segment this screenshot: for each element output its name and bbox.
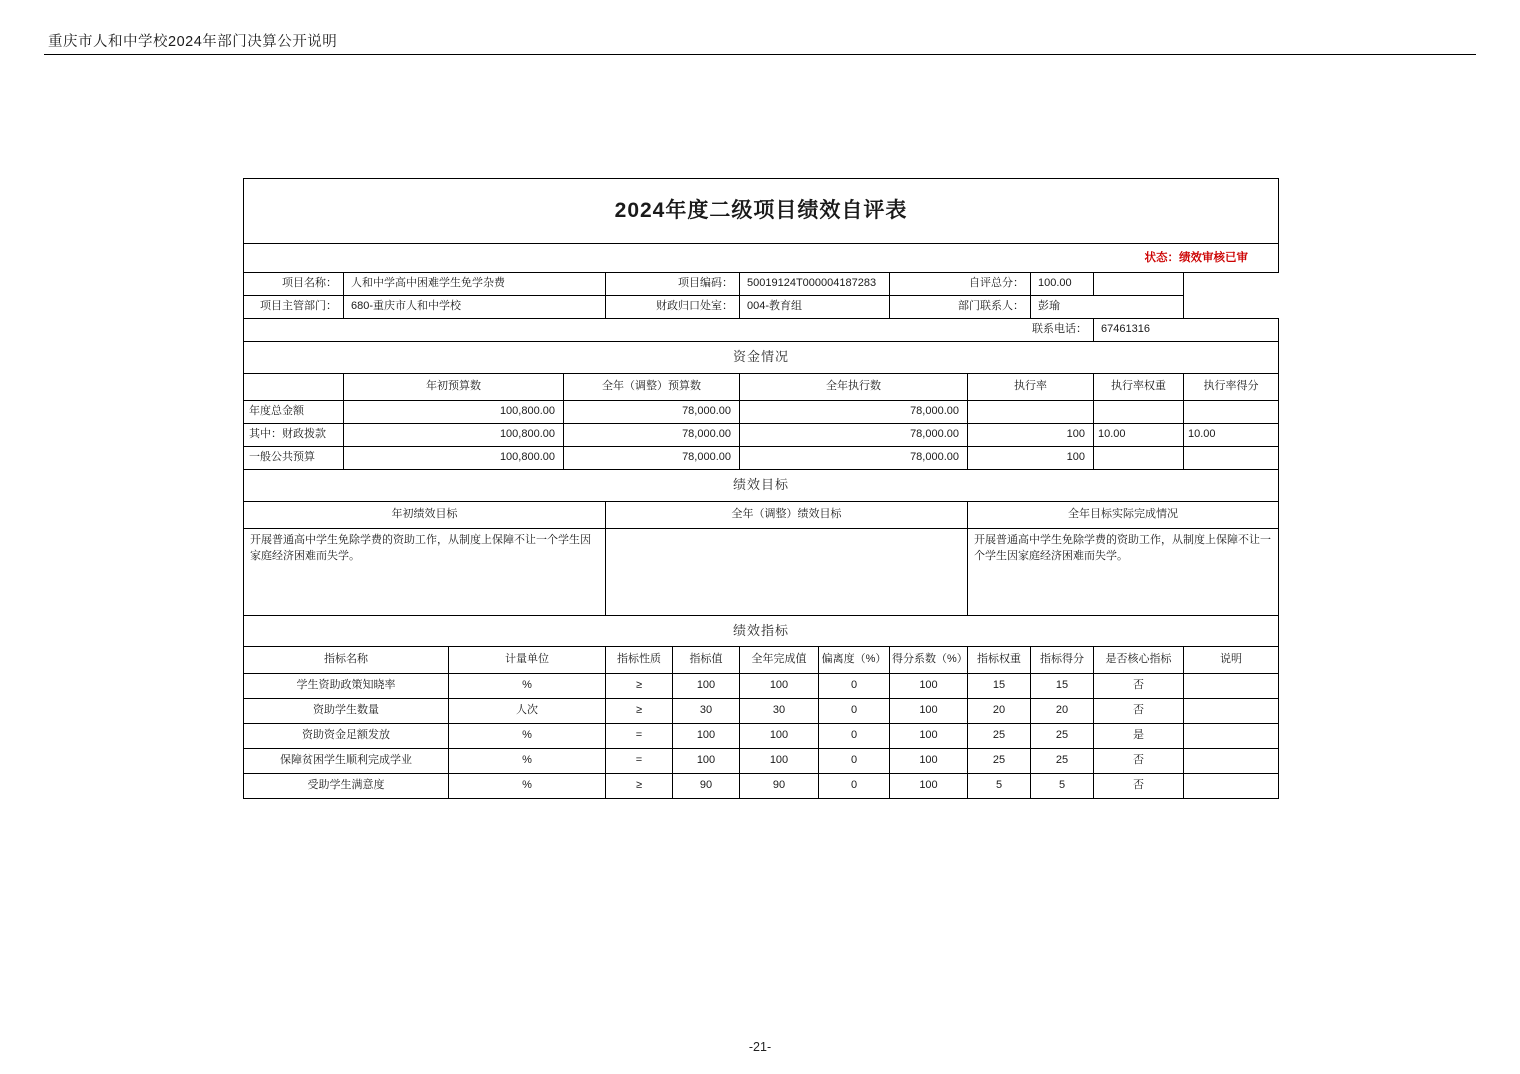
page-number: -21-	[748, 1040, 772, 1054]
funds-row-rate: 100	[968, 423, 1094, 446]
goals-header-actual: 全年目标实际完成情况	[968, 501, 1279, 528]
indicator-coefficient: 100	[890, 774, 968, 799]
goals-adjusted-text	[606, 528, 968, 615]
funds-row-executed: 78,000.00	[740, 423, 968, 446]
funds-row-executed: 78,000.00	[740, 401, 968, 424]
funds-row-weight	[1094, 401, 1184, 424]
indicator-note	[1184, 699, 1279, 724]
indicator-core: 是	[1094, 724, 1184, 749]
funds-row-adjusted-budget: 78,000.00	[564, 401, 740, 424]
indicator-header-core: 是否核心指标	[1094, 647, 1184, 674]
indicator-coefficient: 100	[890, 699, 968, 724]
indicator-note	[1184, 774, 1279, 799]
indicator-coefficient: 100	[890, 674, 968, 699]
funds-row-rate: 100	[968, 446, 1094, 469]
table-row	[244, 724, 1279, 749]
indicator-deviation: 0	[819, 699, 890, 724]
indicator-actual: 100	[740, 674, 819, 699]
project-name-value: 人和中学高中困难学生免学杂费	[344, 273, 606, 296]
funds-header-adjusted-budget: 全年（调整）预算数	[564, 374, 740, 401]
supervising-dept-label: 项目主管部门：	[244, 296, 344, 319]
indicator-header-unit: 计量单位	[449, 647, 606, 674]
indicator-name: 受助学生满意度	[244, 774, 449, 799]
funds-row-adjusted-budget: 78,000.00	[564, 423, 740, 446]
status-badge: 状态：绩效审核已审	[1144, 251, 1248, 264]
goals-header-adjusted: 全年（调整）绩效目标	[606, 501, 968, 528]
funds-row-rate	[968, 401, 1094, 424]
indicator-deviation: 0	[819, 674, 890, 699]
indicator-nature: ≥	[606, 674, 673, 699]
indicator-core: 否	[1094, 674, 1184, 699]
indicator-name: 资助资金足额发放	[244, 724, 449, 749]
indicator-score: 15	[1031, 674, 1094, 699]
indicator-name: 保障贫困学生顺利完成学业	[244, 749, 449, 774]
indicator-actual: 30	[740, 699, 819, 724]
project-code-value: 50019124T000004187283	[740, 273, 890, 296]
funds-header-rate: 执行率	[968, 374, 1094, 401]
indicator-header-name: 指标名称	[244, 647, 449, 674]
self-score-value: 100.00	[1031, 273, 1094, 296]
indicator-target: 100	[673, 724, 740, 749]
status-badge-cell	[244, 244, 1279, 273]
funds-row-begin-budget: 100,800.00	[344, 401, 564, 424]
finance-office-label: 财政归口处室：	[606, 296, 740, 319]
indicator-unit: %	[449, 674, 606, 699]
contact-person-label: 部门联系人：	[890, 296, 1031, 319]
indicator-weight: 25	[968, 749, 1031, 774]
performance-self-evaluation-table	[243, 178, 1278, 799]
indicator-target: 30	[673, 699, 740, 724]
header-divider	[44, 54, 1476, 55]
self-score-label: 自评总分：	[890, 273, 1031, 296]
indicator-score: 5	[1031, 774, 1094, 799]
funds-row-executed: 78,000.00	[740, 446, 968, 469]
indicator-header-actual: 全年完成值	[740, 647, 819, 674]
project-code-label: 项目编码：	[606, 273, 740, 296]
indicator-name: 资助学生数量	[244, 699, 449, 724]
table-row	[244, 423, 1279, 446]
indicator-nature: =	[606, 749, 673, 774]
indicator-deviation: 0	[819, 749, 890, 774]
indicator-unit: %	[449, 774, 606, 799]
indicator-actual: 90	[740, 774, 819, 799]
funds-row-name: 其中：财政拨款	[244, 423, 344, 446]
funds-header-weight: 执行率权重	[1094, 374, 1184, 401]
table-row	[244, 446, 1279, 469]
contact-phone-label: 联系电话：	[244, 319, 1094, 342]
indicator-note	[1184, 749, 1279, 774]
indicator-weight: 15	[968, 674, 1031, 699]
indicator-header-deviation: 偏离度（%）	[819, 647, 890, 674]
indicator-weight: 25	[968, 724, 1031, 749]
supervising-dept-value: 680-重庆市人和中学校	[344, 296, 606, 319]
indicator-header-target: 指标值	[673, 647, 740, 674]
goals-actual-text: 开展普通高中学生免除学费的资助工作，从制度上保障不让一个学生因家庭经济困难而失学。	[968, 528, 1279, 615]
contact-phone-value: 67461316	[1094, 319, 1279, 342]
indicator-header-score: 指标得分	[1031, 647, 1094, 674]
table-row	[244, 774, 1279, 799]
indicator-coefficient: 100	[890, 724, 968, 749]
indicator-target: 90	[673, 774, 740, 799]
indicator-actual: 100	[740, 724, 819, 749]
funds-row-weight: 10.00	[1094, 423, 1184, 446]
indicator-core: 否	[1094, 774, 1184, 799]
table-row	[244, 674, 1279, 699]
indicator-actual: 100	[740, 749, 819, 774]
indicator-deviation: 0	[819, 724, 890, 749]
indicator-note	[1184, 724, 1279, 749]
indicator-nature: =	[606, 724, 673, 749]
funds-row-name: 一般公共预算	[244, 446, 344, 469]
indicator-header-weight: 指标权重	[968, 647, 1031, 674]
indicator-coefficient: 100	[890, 749, 968, 774]
indicator-weight: 20	[968, 699, 1031, 724]
goals-initial-text: 开展普通高中学生免除学费的资助工作，从制度上保障不让一个学生因家庭经济困难而失学。	[244, 528, 606, 615]
indicator-header-nature: 指标性质	[606, 647, 673, 674]
funds-row-adjusted-budget: 78,000.00	[564, 446, 740, 469]
funds-header-begin-budget: 年初预算数	[344, 374, 564, 401]
table-row	[244, 749, 1279, 774]
funds-header-blank	[244, 374, 344, 401]
funds-header-score: 执行率得分	[1184, 374, 1279, 401]
indicator-score: 20	[1031, 699, 1094, 724]
table-row	[244, 401, 1279, 424]
funds-row-score	[1184, 446, 1279, 469]
indicator-header-coefficient: 得分系数（%）	[890, 647, 968, 674]
document-header-title: 重庆市人和中学校2024年部门决算公开说明	[48, 34, 338, 50]
funds-row-score: 10.00	[1184, 423, 1279, 446]
indicator-core: 否	[1094, 749, 1184, 774]
section-title-funds: 资金情况	[244, 342, 1279, 374]
indicator-unit: %	[449, 749, 606, 774]
indicator-target: 100	[673, 674, 740, 699]
empty-cell-top-right	[1094, 273, 1184, 296]
funds-row-name: 年度总金额	[244, 401, 344, 424]
funds-row-weight	[1094, 446, 1184, 469]
funds-row-begin-budget: 100,800.00	[344, 446, 564, 469]
indicator-target: 100	[673, 749, 740, 774]
funds-row-begin-budget: 100,800.00	[344, 423, 564, 446]
indicator-unit: %	[449, 724, 606, 749]
indicator-name: 学生资助政策知晓率	[244, 674, 449, 699]
section-title-goals: 绩效目标	[244, 469, 1279, 501]
indicator-unit: 人次	[449, 699, 606, 724]
table-row	[244, 699, 1279, 724]
table-row	[244, 528, 1279, 615]
indicator-deviation: 0	[819, 774, 890, 799]
indicator-weight: 5	[968, 774, 1031, 799]
funds-header-executed: 全年执行数	[740, 374, 968, 401]
page-title: 2024年度二级项目绩效自评表	[244, 179, 1279, 244]
contact-person-value: 彭瑜	[1031, 296, 1184, 319]
project-name-label: 项目名称：	[244, 273, 344, 296]
indicator-note	[1184, 674, 1279, 699]
funds-row-score	[1184, 401, 1279, 424]
goals-header-initial: 年初绩效目标	[244, 501, 606, 528]
indicator-nature: ≥	[606, 699, 673, 724]
section-title-indicators: 绩效指标	[244, 615, 1279, 647]
indicator-score: 25	[1031, 749, 1094, 774]
finance-office-value: 004-教育组	[740, 296, 890, 319]
indicator-score: 25	[1031, 724, 1094, 749]
indicator-header-note: 说明	[1184, 647, 1279, 674]
indicator-core: 否	[1094, 699, 1184, 724]
indicator-nature: ≥	[606, 774, 673, 799]
